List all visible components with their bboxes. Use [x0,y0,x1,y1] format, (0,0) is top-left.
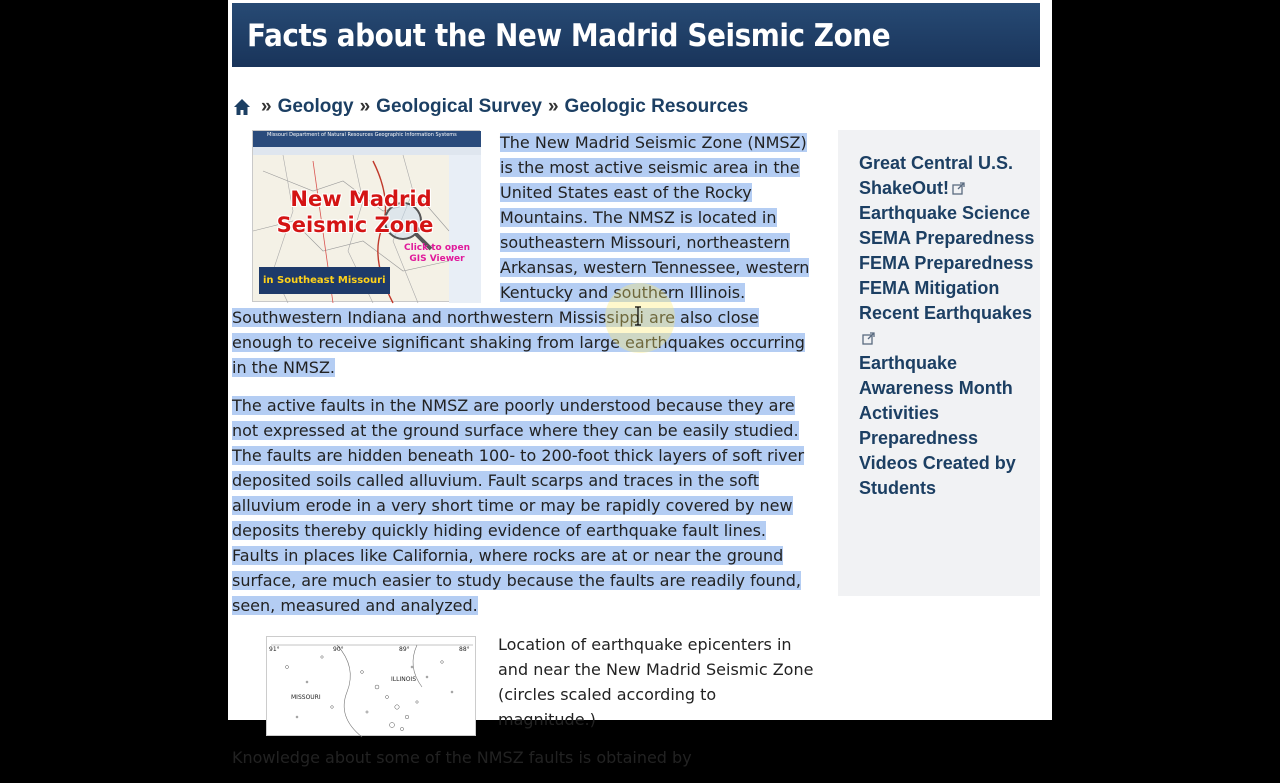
page [228,0,1052,767]
selected-text: The active faults in the NMSZ are poorly understood because they are not expressed at the ground surface where they can be easily studied. The faults are hidden beneath 100- to 200-foot thick layers of soft river deposited soils called alluvium. Fault scarps and traces in the soft alluvium erode in a very short time or may be rapidly covered by new deposits thereby quickly hiding evidence of earthquake fault lines. Faults in places like California, where rocks are at or near the ground surface, are much easier to study because the faults are readily found, seen, measured and analyzed. [232,396,805,615]
home-icon[interactable] [233,98,251,116]
selected-text: The New Madrid Seismic Zone (NMSZ) is the most active seismic area in the United States east of the Rocky Mountains. The NMSZ is located in southeastern Missouri, northeastern Arkansas, western Tennessee, western Kentucky and southern Illinois. Southwestern Indiana and northwestern Mississippi are also close enough to receive significant shaking from large earthquakes occurring in the NMSZ. [232,133,810,377]
sidebar-link-label: Recent Earthquakes [859,303,1033,323]
breadcrumb-separator: » [359,96,371,117]
map-title-line-2: Seismic Zone [276,213,434,237]
sidebar-link-sema-preparedness[interactable]: SEMA Preparedness [859,228,1035,248]
sidebar-link-student-videos[interactable]: Preparedness Videos Created by Students [859,428,1016,498]
page-banner [232,3,1040,67]
breadcrumb-geological-survey[interactable]: Geological Survey [376,96,542,117]
main-content [232,130,816,618]
sidebar-link-fema-preparedness[interactable]: FEMA Preparedness [859,253,1034,273]
external-link-icon [952,182,965,195]
related-links-sidebar [838,130,1040,596]
sidebar-link-label: Great Central U.S. ShakeOut! [859,153,1014,198]
sidebar-link-awareness-month[interactable]: Earthquake Awareness Month Activities [859,353,1013,423]
map-callout: Click to open GIS Viewer [404,243,470,264]
map-tick-label: 90° [333,646,344,653]
gis-viewer-map-image[interactable] [252,130,480,302]
map-tick-label: 89° [399,646,410,653]
knowledge-paragraph: Knowledge about some of the NMSZ faults is obtained by [232,748,692,767]
sidebar-link-earthquake-science[interactable]: Earthquake Science [859,203,1031,223]
external-link-icon [862,332,875,345]
map-title-line-1: New Madrid [290,187,432,211]
breadcrumb [233,93,748,121]
breadcrumb-separator: » [261,96,272,117]
epicenter-caption: Location of earthquake epicenters in and near the New Madrid Seismic Zone (circles scaled according to magnitude.) [498,635,814,729]
map-state-label: MISSOURI [291,694,321,701]
map-tick-label: 88° [459,646,470,653]
map-subtitle: in Southeast Missouri [259,267,390,294]
breadcrumb-geology[interactable]: Geology [277,96,354,117]
map-state-label: ILLINOIS [391,676,417,683]
breadcrumb-separator: » [547,96,559,117]
breadcrumb-geologic-resources[interactable]: Geologic Resources [564,96,749,117]
epicenter-section [232,632,816,783]
epicenter-map-image[interactable] [266,636,476,736]
page-title: Facts about the New Madrid Seismic Zone [247,18,891,54]
sidebar-link-shakeout[interactable] [859,151,1040,201]
sidebar-link-recent-earthquakes[interactable] [859,301,1040,351]
map-tick-label: 91° [269,646,280,653]
faults-paragraph [232,393,816,618]
sidebar-link-fema-mitigation[interactable]: FEMA Mitigation [859,278,1000,298]
map-header: Missouri Department of Natural Resources Geographic Information Systems [253,131,481,147]
